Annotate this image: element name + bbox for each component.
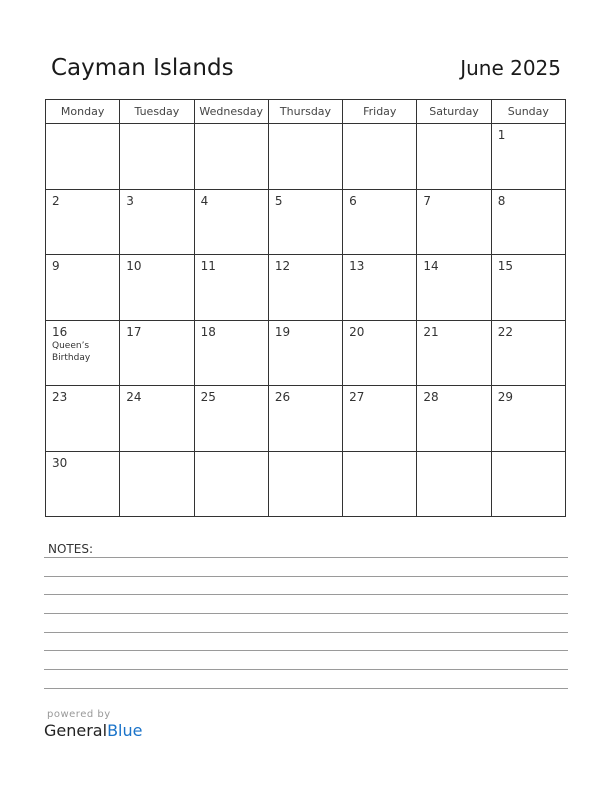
calendar-day-cell: [417, 451, 491, 517]
day-number: 15: [497, 259, 513, 273]
day-number: 4: [200, 193, 209, 208]
day-number: 27: [349, 390, 365, 404]
day-number: [195, 124, 268, 128]
day-number: 12: [274, 259, 291, 273]
calendar-day-cell: [268, 451, 342, 517]
weekday-header: Thursday: [268, 100, 342, 124]
day-number: 26: [274, 390, 291, 404]
calendar-day-cell: [491, 451, 565, 517]
calendar-day-cell: [417, 255, 491, 321]
calendar-day-cell: [417, 124, 491, 190]
brand-general: General: [44, 721, 108, 740]
calendar-day-cell: [268, 320, 342, 386]
calendar-day-cell: [46, 451, 120, 517]
calendar-day-cell: [491, 124, 565, 190]
weekday-header: Wednesday: [194, 100, 268, 124]
calendar-day-cell: [120, 386, 194, 452]
calendar-day-cell: [417, 320, 491, 386]
day-number: 11: [200, 259, 216, 273]
day-number: 16: [52, 324, 68, 339]
note-line: [44, 632, 568, 633]
day-number: [492, 452, 565, 456]
calendar-week-row: [46, 255, 566, 321]
note-line: [44, 669, 568, 670]
day-number: [269, 452, 342, 456]
day-number: [417, 452, 490, 456]
calendar-week-row: [46, 124, 566, 190]
day-number: 9: [52, 259, 60, 273]
calendar-month: June 2025: [460, 56, 561, 80]
weekday-header: Saturday: [417, 100, 491, 124]
note-line: [44, 557, 568, 558]
calendar-body: [46, 124, 566, 517]
day-number: [417, 124, 490, 128]
calendar-week-row: [46, 320, 566, 386]
calendar-day-cell: [417, 189, 491, 255]
day-number: 14: [423, 259, 439, 273]
calendar-week-row: [46, 386, 566, 452]
calendar-day-cell: [268, 189, 342, 255]
day-number: [46, 124, 119, 128]
calendar-day-cell: [491, 189, 565, 255]
note-line: [44, 613, 568, 614]
weekday-header: Tuesday: [120, 100, 194, 124]
calendar-day-cell: [343, 451, 417, 517]
weekday-header: Monday: [46, 100, 120, 124]
day-number: [195, 452, 268, 456]
calendar-day-cell: [120, 320, 194, 386]
day-number: 24: [126, 390, 142, 404]
calendar-day-cell: [268, 386, 342, 452]
calendar-day-cell: [417, 386, 491, 452]
day-number: 3: [126, 193, 134, 208]
calendar-day-cell: [268, 255, 342, 321]
calendar-day-cell: [343, 386, 417, 452]
day-number: [120, 452, 193, 456]
day-number: 29: [497, 390, 513, 404]
day-number: 5: [274, 193, 283, 208]
day-number: 21: [423, 324, 439, 339]
calendar-day-cell: [343, 255, 417, 321]
day-number: 28: [423, 390, 439, 404]
day-number: 10: [126, 259, 142, 273]
holiday-label: Queen’s Birthday: [52, 340, 91, 363]
day-number: 22: [497, 324, 513, 339]
note-line: [44, 650, 568, 651]
calendar-day-cell: [194, 255, 268, 321]
day-number: [269, 124, 342, 128]
day-number: [343, 124, 416, 128]
day-number: 8: [497, 193, 506, 208]
day-number: 17: [126, 324, 142, 339]
calendar-day-cell: [343, 320, 417, 386]
day-number: 30: [52, 455, 68, 470]
calendar-day-cell: [194, 386, 268, 452]
calendar-day-cell: [194, 189, 268, 255]
weekday-header: Friday: [343, 100, 417, 124]
day-number: 13: [349, 259, 365, 273]
calendar-day-cell: [120, 124, 194, 190]
weekday-header: Sunday: [491, 100, 565, 124]
calendar-day-cell: [194, 124, 268, 190]
day-number: 20: [349, 324, 365, 339]
calendar-week-row: [46, 189, 566, 255]
calendar-day-cell: [46, 386, 120, 452]
calendar-day-cell: [46, 320, 120, 386]
brand-blue: Blue: [107, 721, 143, 740]
calendar-day-cell: [491, 386, 565, 452]
day-number: [120, 124, 193, 128]
notes-label: NOTES:: [48, 542, 93, 556]
day-number: 19: [274, 324, 291, 339]
day-number: 6: [349, 193, 357, 208]
day-number: 23: [52, 390, 68, 404]
day-number: 7: [423, 193, 432, 208]
day-number: [343, 452, 416, 456]
note-line: [44, 576, 568, 577]
day-number: 25: [200, 390, 216, 404]
day-number: 1: [497, 128, 506, 142]
day-number: 2: [52, 193, 60, 208]
calendar-day-cell: [491, 255, 565, 321]
calendar-day-cell: [194, 451, 268, 517]
note-line: [44, 594, 568, 595]
calendar-title: Cayman Islands: [51, 55, 234, 81]
note-line: [44, 688, 568, 689]
day-number: 18: [200, 324, 216, 339]
calendar-day-cell: [120, 255, 194, 321]
calendar-day-cell: [46, 189, 120, 255]
powered-by-text: powered by: [47, 709, 111, 720]
calendar-day-cell: [268, 124, 342, 190]
calendar-day-cell: [120, 189, 194, 255]
calendar-day-cell: [491, 320, 565, 386]
calendar-day-cell: [120, 451, 194, 517]
calendar-grid: [45, 99, 566, 517]
calendar-day-cell: [194, 320, 268, 386]
calendar-day-cell: [343, 124, 417, 190]
calendar-day-cell: [46, 255, 120, 321]
brand-logo: [44, 721, 142, 740]
calendar-day-cell: [46, 124, 120, 190]
calendar-week-row: [46, 451, 566, 517]
calendar-day-cell: [343, 189, 417, 255]
weekday-header-row: [46, 100, 566, 124]
